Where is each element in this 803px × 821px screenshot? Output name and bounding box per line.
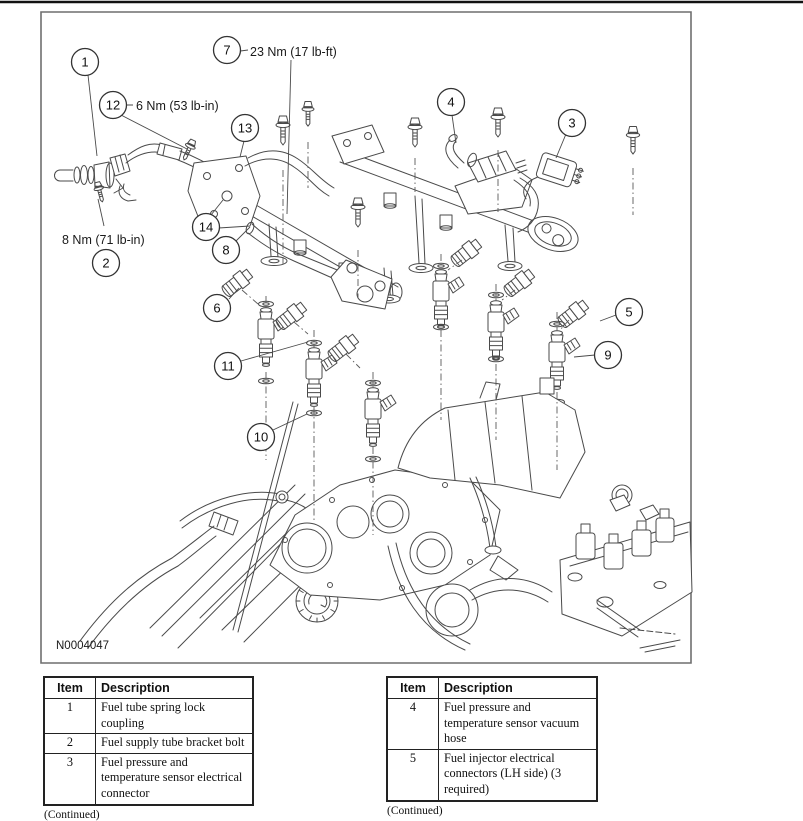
- fuel-injector: [306, 348, 337, 407]
- item-cell: 2: [44, 734, 96, 754]
- item-header: Item: [44, 677, 96, 699]
- injector-connector: [448, 237, 483, 269]
- table-row: [44, 734, 253, 754]
- callout-number: 1: [81, 54, 89, 70]
- callout-11: [215, 353, 242, 380]
- item-cell: 5: [387, 749, 439, 800]
- callout-9: [595, 342, 622, 369]
- callout-number: 9: [604, 347, 612, 363]
- pressure-temp-sensor-assembly: [446, 133, 585, 232]
- rail-bolt: [408, 118, 422, 147]
- callout-5: [616, 299, 643, 326]
- fuel-injector: [488, 301, 519, 360]
- rail-bolt: [302, 102, 314, 127]
- table-row: [387, 749, 597, 800]
- table-header-row: [44, 677, 253, 699]
- continued-note: (Continued): [387, 804, 443, 817]
- callout-8: [213, 237, 240, 264]
- callout-6: [204, 295, 231, 322]
- fuel-injector: [365, 388, 396, 447]
- callout-13: [232, 115, 259, 142]
- rail-bolt: [491, 108, 505, 137]
- injector-connectors: [219, 237, 590, 364]
- injector-connector: [219, 267, 254, 299]
- torque-label-12: 6 Nm (53 lb-in): [136, 99, 219, 113]
- torque-label-2: 8 Nm (71 lb-in): [62, 233, 145, 247]
- table-row: [44, 699, 253, 734]
- torque-label-7: 23 Nm (17 lb-ft): [250, 45, 337, 59]
- injector-connector: [555, 298, 590, 330]
- callout-12: [100, 92, 127, 119]
- description-cell: Fuel pressure and temperature sensor electrical connector: [96, 753, 254, 804]
- fuel-injector: [433, 270, 464, 329]
- engine-assembly: [80, 378, 692, 652]
- description-cell: Fuel supply tube bracket bolt: [96, 734, 254, 754]
- rail-bolt: [351, 198, 365, 227]
- callout-number: 6: [213, 300, 221, 316]
- table-header-row: [387, 677, 597, 699]
- description-cell: Fuel pressure and temperature sensor vacuum hose: [439, 699, 598, 750]
- legend-table-left-wrap: [43, 676, 254, 821]
- item-cell: 3: [44, 753, 96, 804]
- continued-note: (Continued): [44, 808, 100, 821]
- callout-number: 13: [237, 120, 253, 136]
- callout-number: 7: [223, 42, 231, 58]
- callout-1: [72, 49, 99, 76]
- callout-4: [438, 89, 465, 116]
- description-cell: Fuel tube spring lock coupling: [96, 699, 254, 734]
- description-cell: Fuel injector electrical connectors (LH side) (3 required): [439, 749, 598, 800]
- callout-number: 2: [102, 255, 110, 271]
- callout-number: 5: [625, 304, 633, 320]
- callout-number: 12: [105, 97, 121, 113]
- callout-number: 10: [253, 429, 269, 445]
- legend-table-left: [43, 676, 254, 806]
- callout-number: 8: [222, 242, 230, 258]
- legend-table-right-wrap: [386, 676, 598, 817]
- table-row: [44, 753, 253, 804]
- injector-connector: [501, 267, 536, 299]
- description-header: Description: [96, 677, 254, 699]
- legend-table-right: [386, 676, 598, 802]
- item-cell: 4: [387, 699, 439, 750]
- vacuum-hose: [446, 140, 464, 168]
- callout-3: [559, 110, 586, 137]
- callout-14: [193, 214, 220, 241]
- callout-number: 11: [221, 358, 235, 374]
- rail-bolt: [276, 116, 290, 145]
- description-header: Description: [439, 677, 598, 699]
- callout-number: 14: [198, 219, 214, 235]
- callout-number: 3: [568, 115, 576, 131]
- rail-bolt: [626, 127, 639, 155]
- table-row: [387, 699, 597, 750]
- item-header: Item: [387, 677, 439, 699]
- callout-7: [214, 37, 241, 64]
- figure-id: N0004047: [56, 640, 110, 652]
- callout-2: [93, 250, 120, 277]
- callout-10: [248, 424, 275, 451]
- callout-number: 4: [447, 94, 455, 110]
- item-cell: 1: [44, 699, 96, 734]
